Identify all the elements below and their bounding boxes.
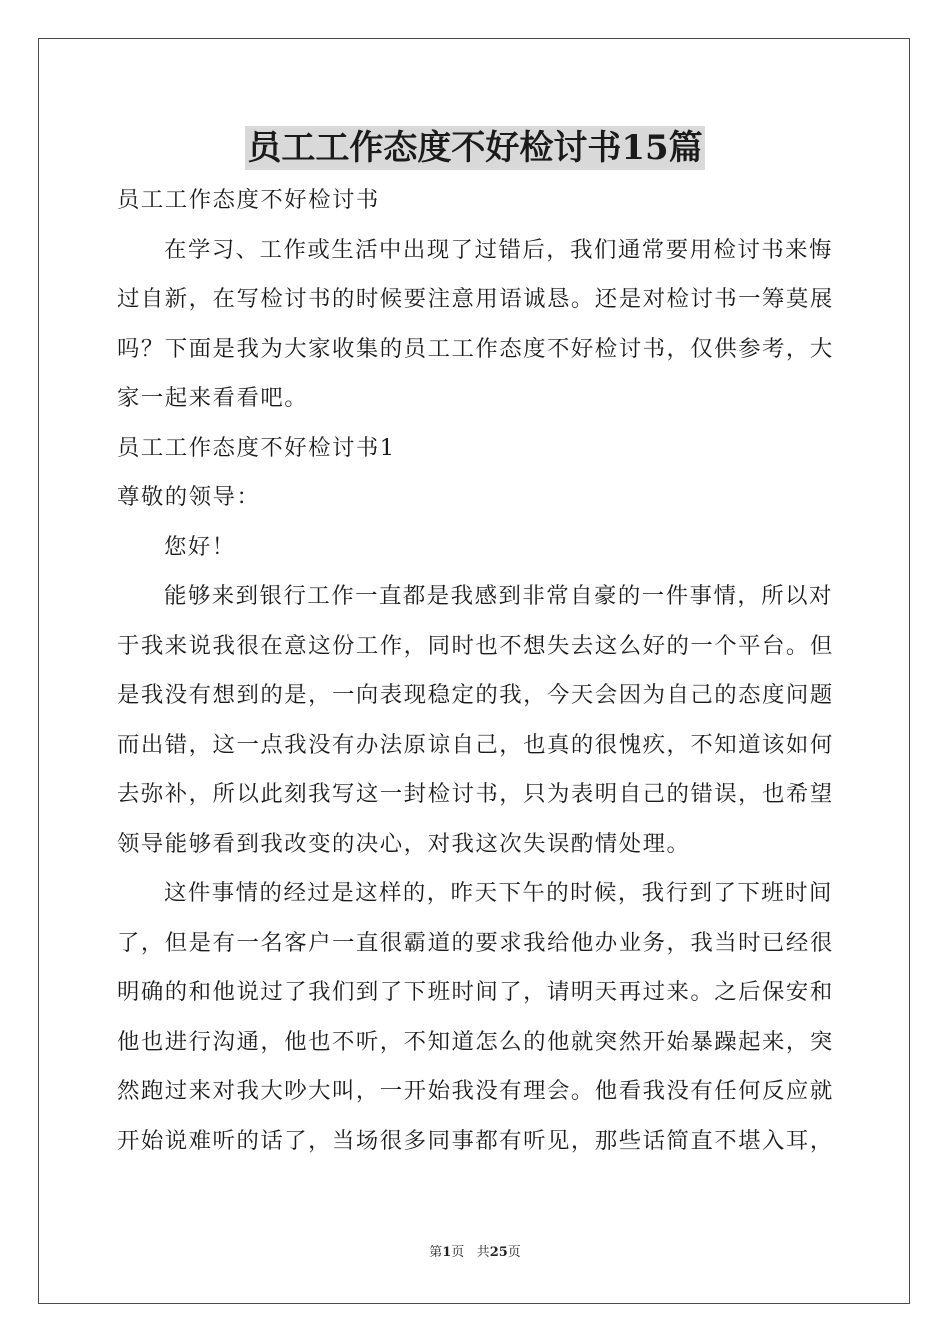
section-heading: 员工工作态度不好检讨书 [117,187,380,213]
page-prefix: 第 [429,1245,443,1260]
total-unit: 页 [507,1245,521,1260]
paragraph-line: 他也进行沟通，他也不听，不知道怎么的他就突然开始暴躁起来，突 [117,1028,834,1055]
paragraph-line: 去弥补，所以此刻我写这一封检讨书，只为表明自己的错误，也希望 [117,781,834,807]
paragraph-line: 领导能够看到我改变的决心，对我这次失误酌情处理。 [117,830,691,857]
greeting: 您好！ [164,533,236,560]
section-heading: 员工工作态度不好检讨书1 [117,434,396,461]
paragraph-line: 是我没有想到的是，一向表现稳定的我，今天会因为自己的态度问题 [117,682,834,708]
page-footer [0,1244,950,1262]
paragraph-line: 过自新，在写检讨书的时候要注意用语诚恳。还是对检讨书一筹莫展 [117,286,834,312]
page-unit: 页 [451,1245,465,1260]
paragraph-line: 吗？下面是我为大家收集的员工工作态度不好检讨书，仅供参考，大 [117,335,834,362]
paragraph-line: 能够来到银行工作一直都是我感到非常自豪的一件事情，所以对 [164,583,833,609]
paragraph-line: 然跑过来对我大吵大叫，一开始我没有理会。他看我没有任何反应就 [117,1078,834,1104]
title-container [0,126,950,170]
paragraph-line: 开始说难听的话了，当场很多同事都有听见，那些话简直不堪入耳， [117,1127,834,1154]
document-title: 员工工作态度不好检讨书15篇 [247,128,703,168]
total-prefix: 共 [476,1245,490,1260]
document-body [117,176,833,1166]
paragraph-line: 家一起来看看吧。 [117,385,309,411]
total-page-count: 25 [489,1245,508,1260]
paragraph-line: 明确的和他说过了我们到了下班时间了，请明天再过来。之后保安和 [117,979,834,1005]
paragraph-line: 这件事情的经过是这样的，昨天下午的时候，我行到了下班时间 [164,880,833,906]
paragraph-line: 而出错，这一点我没有办法原谅自己，也真的很愧疚，不知道该如何 [117,731,834,758]
paragraph-line: 了，但是有一名客户一直很霸道的要求我给他办业务，我当时已经很 [117,929,834,956]
salutation: 尊敬的领导： [117,484,261,510]
paragraph-line: 于我来说我很在意这份工作，同时也不想失去这么好的一个平台。但 [117,632,834,659]
current-page-number: 1 [442,1245,452,1260]
paragraph-line: 在学习、工作或生活中出现了过错后，我们通常要用检讨书来悔 [164,236,833,263]
